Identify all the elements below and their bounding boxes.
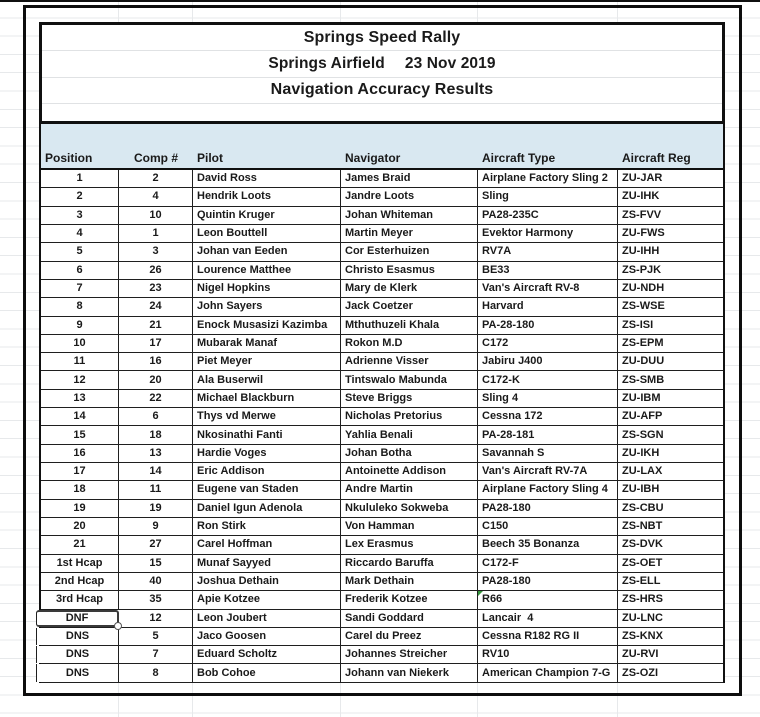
pilot-cell[interactable]: John Sayers — [193, 298, 341, 315]
pilot-cell[interactable]: Thys vd Merwe — [193, 408, 341, 425]
pilot-cell[interactable]: Daniel Igun Adenola — [193, 500, 341, 517]
comp-number-cell[interactable]: 14 — [119, 463, 193, 480]
results-subtitle: Navigation Accuracy Results — [270, 81, 494, 98]
table-row — [41, 280, 723, 298]
pilot-cell[interactable]: Eduard Scholtz — [193, 646, 341, 663]
position-cell[interactable]: 14 — [41, 408, 119, 425]
aircraft-type-cell[interactable]: C172 — [478, 335, 618, 352]
pilot-cell[interactable]: Piet Meyer — [193, 353, 341, 370]
aircraft-type-cell[interactable]: RV10 — [478, 646, 618, 663]
navigator-cell[interactable]: Adrienne Visser — [341, 353, 478, 370]
navigator-cell[interactable]: Riccardo Baruffa — [341, 555, 478, 572]
navigator-cell[interactable]: Von Hamman — [341, 518, 478, 535]
gridline — [42, 103, 722, 104]
table-row — [41, 518, 723, 536]
navigator-cell[interactable]: Jack Coetzer — [341, 298, 478, 315]
comp-number-cell[interactable]: 4 — [119, 188, 193, 205]
navigator-cell[interactable]: Carel du Preez — [341, 628, 478, 645]
column-header-comp-number[interactable]: Comp # — [133, 151, 178, 165]
navigator-cell[interactable]: Johann van Niekerk — [341, 664, 478, 681]
comp-number-cell[interactable]: 27 — [119, 536, 193, 553]
position-cell[interactable]: 16 — [41, 445, 119, 462]
comp-number-cell[interactable]: 17 — [119, 335, 193, 352]
aircraft-reg-cell[interactable]: ZS-PJK — [622, 263, 662, 276]
aircraft-type-cell[interactable]: Airplane Factory Sling 4 — [478, 481, 618, 498]
navigator-cell[interactable]: Mark Dethain — [341, 573, 478, 590]
position-cell[interactable]: 3 — [41, 207, 119, 224]
pilot-cell[interactable]: Lourence Matthee — [193, 262, 341, 279]
comp-number-cell[interactable]: 12 — [119, 610, 193, 627]
column-header-aircraft-type[interactable]: Aircraft Type — [482, 151, 556, 165]
table-row — [41, 536, 723, 554]
position-cell[interactable]: 5 — [41, 243, 119, 260]
table-row — [41, 445, 723, 463]
aircraft-type-cell[interactable]: R66 — [478, 591, 618, 608]
pilot-cell[interactable]: Hendrik Loots — [193, 188, 341, 205]
table-row — [41, 390, 723, 408]
comp-number-cell[interactable]: 5 — [119, 628, 193, 645]
table-row — [41, 426, 723, 444]
pilot-cell[interactable]: Eugene van Staden — [193, 481, 341, 498]
pilot-cell[interactable]: Joshua Dethain — [193, 573, 341, 590]
aircraft-reg-cell[interactable]: ZU-IBM — [622, 391, 661, 404]
pilot-cell[interactable]: Michael Blackburn — [193, 390, 341, 407]
position-cell[interactable]: 21 — [41, 536, 119, 553]
aircraft-type-cell[interactable]: C150 — [478, 518, 618, 535]
aircraft-reg-cell[interactable]: ZS-FVV — [622, 208, 662, 221]
table-row — [41, 573, 723, 591]
position-cell[interactable]: 18 — [41, 481, 119, 498]
aircraft-type-cell[interactable]: RV7A — [478, 243, 618, 260]
column-header-position[interactable]: Position — [45, 151, 93, 165]
pilot-cell[interactable]: Hardie Voges — [193, 445, 341, 462]
comp-number-cell[interactable]: 11 — [119, 481, 193, 498]
pilot-cell[interactable]: Leon Joubert — [193, 610, 341, 627]
table-row — [41, 353, 723, 371]
aircraft-reg-cell[interactable]: ZS-ISI — [622, 318, 654, 331]
table-row — [41, 243, 723, 261]
comp-number-cell[interactable]: 8 — [119, 664, 193, 681]
table-row — [41, 262, 723, 280]
table-row — [41, 371, 723, 389]
position-cell[interactable]: DNS — [36, 664, 119, 681]
position-cell[interactable]: 4 — [41, 225, 119, 242]
table-row — [41, 298, 723, 316]
navigator-cell[interactable]: Nicholas Pretorius — [341, 408, 478, 425]
aircraft-reg-cell[interactable]: ZU-LNC — [622, 611, 663, 624]
aircraft-reg-cell[interactable]: ZU-AFP — [622, 410, 663, 423]
position-cell[interactable]: 7 — [41, 280, 119, 297]
aircraft-type-cell[interactable]: Savannah S — [478, 445, 618, 462]
navigator-cell[interactable]: Steve Briggs — [341, 390, 478, 407]
position-cell[interactable]: 9 — [41, 317, 119, 334]
pilot-cell[interactable]: Nkosinathi Fanti — [193, 426, 341, 443]
comp-number-cell[interactable]: 21 — [119, 317, 193, 334]
comp-number-cell[interactable]: 35 — [119, 591, 193, 608]
pilot-cell[interactable]: David Ross — [193, 170, 341, 187]
position-cell[interactable]: 1st Hcap — [41, 555, 119, 572]
comp-number-cell[interactable]: 26 — [119, 262, 193, 279]
navigator-cell[interactable]: Martin Meyer — [341, 225, 478, 242]
aircraft-type-cell[interactable]: Lancair 4 — [478, 610, 618, 627]
navigator-cell[interactable]: Christo Esasmus — [341, 262, 478, 279]
navigator-cell[interactable]: Johan Whiteman — [341, 207, 478, 224]
aircraft-type-cell[interactable]: Van's Aircraft RV-8 — [478, 280, 618, 297]
aircraft-reg-cell[interactable]: ZU-RVI — [622, 648, 659, 661]
navigator-cell[interactable]: Cor Esterhuizen — [341, 243, 478, 260]
aircraft-type-cell[interactable]: Sling 4 — [478, 390, 618, 407]
navigator-cell[interactable]: Johannes Streicher — [341, 646, 478, 663]
comp-number-cell[interactable]: 3 — [119, 243, 193, 260]
aircraft-type-cell[interactable]: PA28-180 — [478, 573, 618, 590]
navigator-cell[interactable]: Jandre Loots — [341, 188, 478, 205]
aircraft-reg-cell[interactable]: ZU-IKH — [622, 446, 660, 459]
comp-number-cell[interactable]: 13 — [119, 445, 193, 462]
aircraft-type-cell[interactable]: Airplane Factory Sling 2 — [478, 170, 618, 187]
aircraft-reg-cell[interactable]: ZS-WSE — [622, 300, 665, 313]
position-cell[interactable]: DNS — [36, 628, 119, 645]
position-cell[interactable]: 17 — [41, 463, 119, 480]
pilot-cell[interactable]: Johan van Eeden — [193, 243, 341, 260]
position-cell[interactable]: DNF — [36, 610, 119, 627]
comp-number-cell[interactable]: 9 — [119, 518, 193, 535]
aircraft-type-cell[interactable]: Beech 35 Bonanza — [478, 536, 618, 553]
table-row — [41, 335, 723, 353]
pilot-cell[interactable]: Jaco Goosen — [193, 628, 341, 645]
pilot-cell[interactable]: Mubarak Manaf — [193, 335, 341, 352]
table-row — [41, 646, 723, 664]
position-cell[interactable]: 3rd Hcap — [41, 591, 119, 608]
table-row — [41, 481, 723, 499]
aircraft-reg-cell[interactable]: ZS-KNX — [622, 629, 663, 642]
aircraft-type-cell[interactable]: C172-F — [478, 555, 618, 572]
table-row — [41, 664, 723, 682]
aircraft-reg-cell[interactable]: ZS-DVK — [622, 538, 663, 551]
comp-number-cell[interactable]: 15 — [119, 555, 193, 572]
aircraft-type-cell[interactable]: BE33 — [478, 262, 618, 279]
pilot-cell[interactable]: Enock Musasizi Kazimba — [193, 317, 341, 334]
table-row — [41, 408, 723, 426]
pilot-cell[interactable]: Ron Stirk — [193, 518, 341, 535]
navigator-cell[interactable]: Rokon M.D — [341, 335, 478, 352]
comp-number-cell[interactable]: 23 — [119, 280, 193, 297]
navigator-cell[interactable]: Antoinette Addison — [341, 463, 478, 480]
position-cell[interactable]: DNS — [36, 646, 119, 663]
column-header-navigator[interactable]: Navigator — [345, 151, 401, 165]
position-cell[interactable]: 6 — [41, 262, 119, 279]
table-row — [41, 317, 723, 335]
navigator-cell[interactable]: James Braid — [341, 170, 478, 187]
event-venue-date — [42, 50, 722, 77]
position-cell[interactable]: 15 — [41, 426, 119, 443]
aircraft-reg-cell[interactable]: ZU-IHH — [622, 245, 660, 258]
aircraft-type-cell[interactable]: Cessna R182 RG II — [478, 628, 618, 645]
title-box — [39, 22, 725, 121]
pilot-cell[interactable]: Munaf Sayyed — [193, 555, 341, 572]
table-row — [41, 463, 723, 481]
position-cell[interactable]: 11 — [41, 353, 119, 370]
aircraft-reg-cell[interactable]: ZS-OET — [622, 556, 663, 569]
aircraft-reg-cell[interactable]: ZU-DUU — [622, 355, 665, 368]
aircraft-type-cell[interactable]: American Champion 7-G — [478, 664, 618, 681]
pilot-cell[interactable]: Bob Cohoe — [193, 664, 341, 681]
event-date: 23 Nov 2019 — [404, 54, 496, 72]
table-row — [41, 591, 723, 609]
aircraft-reg-cell[interactable]: ZS-OZI — [622, 666, 659, 679]
position-cell[interactable]: 13 — [41, 390, 119, 407]
window-edge — [0, 0, 760, 2]
navigator-cell[interactable]: Yahlia Benali — [341, 426, 478, 443]
position-cell[interactable]: 2nd Hcap — [41, 573, 119, 590]
aircraft-reg-cell[interactable]: ZS-CBU — [622, 501, 664, 514]
aircraft-type-cell[interactable]: Cessna 172 — [478, 408, 618, 425]
aircraft-type-cell[interactable]: Van's Aircraft RV-7A — [478, 463, 618, 480]
position-cell[interactable]: 12 — [41, 371, 119, 388]
aircraft-reg-cell[interactable]: ZS-SGN — [622, 428, 664, 441]
table-row — [41, 207, 723, 225]
aircraft-reg-cell[interactable]: ZS-HRS — [622, 593, 663, 606]
aircraft-reg-cell[interactable]: ZS-NBT — [622, 520, 663, 533]
aircraft-type-cell[interactable]: Evektor Harmony — [478, 225, 618, 242]
aircraft-type-cell[interactable]: PA-28-181 — [478, 426, 618, 443]
table-row — [41, 188, 723, 206]
position-cell[interactable]: 8 — [41, 298, 119, 315]
position-cell[interactable]: 2 — [41, 188, 119, 205]
event-venue: Springs Airfield — [268, 54, 385, 72]
aircraft-reg-cell[interactable]: ZU-JAR — [622, 172, 663, 185]
aircraft-reg-cell[interactable]: ZU-FWS — [622, 227, 665, 240]
aircraft-type-cell[interactable]: PA28-180 — [478, 500, 618, 517]
comp-number-cell[interactable]: 18 — [119, 426, 193, 443]
pilot-cell[interactable]: Nigel Hopkins — [193, 280, 341, 297]
aircraft-reg-cell[interactable]: ZS-SMB — [622, 373, 665, 386]
comp-number-cell[interactable]: 22 — [119, 390, 193, 407]
navigator-cell[interactable]: Sandi Goddard — [341, 610, 478, 627]
pilot-cell[interactable]: Apie Kotzee — [193, 591, 341, 608]
table-row — [41, 610, 723, 628]
table-row — [41, 628, 723, 646]
pilot-cell[interactable]: Leon Bouttell — [193, 225, 341, 242]
table-row — [41, 225, 723, 243]
pilot-cell[interactable]: Eric Addison — [193, 463, 341, 480]
aircraft-type-cell[interactable]: Harvard — [478, 298, 618, 315]
comp-number-cell[interactable]: 7 — [119, 646, 193, 663]
aircraft-reg-cell[interactable]: ZU-NDH — [622, 282, 665, 295]
pilot-cell[interactable]: Ala Buserwil — [193, 371, 341, 388]
navigator-cell[interactable]: Andre Martin — [341, 481, 478, 498]
aircraft-reg-cell[interactable]: ZU-LAX — [622, 465, 663, 478]
navigator-cell[interactable]: Tintswalo Mabunda — [341, 371, 478, 388]
aircraft-reg-cell[interactable]: ZU-IBH — [622, 483, 660, 496]
aircraft-type-cell[interactable]: Jabiru J400 — [478, 353, 618, 370]
table-row — [41, 170, 723, 188]
header-band — [39, 121, 725, 170]
comp-number-cell[interactable]: 2 — [119, 170, 193, 187]
navigator-cell[interactable]: Nkululeko Sokweba — [341, 500, 478, 517]
aircraft-reg-cell[interactable]: ZS-EPM — [622, 336, 664, 349]
navigator-cell[interactable]: Mthuthuzeli Khala — [341, 317, 478, 334]
aircraft-type-cell[interactable]: PA-28-180 — [478, 317, 618, 334]
navigator-cell[interactable]: Johan Botha — [341, 445, 478, 462]
navigator-cell[interactable]: Frederik Kotzee — [341, 591, 478, 608]
navigator-cell[interactable]: Lex Erasmus — [341, 536, 478, 553]
table-row — [41, 500, 723, 518]
aircraft-type-cell[interactable]: C172-K — [478, 371, 618, 388]
comp-number-cell[interactable]: 20 — [119, 371, 193, 388]
aircraft-reg-cell[interactable]: ZU-IHK — [622, 190, 660, 203]
comp-number-cell[interactable]: 40 — [119, 573, 193, 590]
position-cell[interactable]: 1 — [41, 170, 119, 187]
aircraft-reg-cell[interactable]: ZS-ELL — [622, 575, 661, 588]
comp-number-cell[interactable]: 1 — [119, 225, 193, 242]
position-cell[interactable]: 19 — [41, 500, 119, 517]
event-title: Springs Speed Rally — [303, 28, 461, 46]
aircraft-type-cell[interactable]: Sling — [478, 188, 618, 205]
comp-number-cell[interactable]: 6 — [119, 408, 193, 425]
pilot-cell[interactable]: Quintin Kruger — [193, 207, 341, 224]
position-cell[interactable]: 20 — [41, 518, 119, 535]
comp-number-cell[interactable]: 16 — [119, 353, 193, 370]
position-cell[interactable]: 10 — [41, 335, 119, 352]
table-row — [41, 555, 723, 573]
comp-number-cell[interactable]: 10 — [119, 207, 193, 224]
results-table-body — [39, 170, 725, 683]
aircraft-type-cell[interactable]: PA28-235C — [478, 207, 618, 224]
column-header-pilot[interactable]: Pilot — [197, 151, 223, 165]
comp-number-cell[interactable]: 24 — [119, 298, 193, 315]
pilot-cell[interactable]: Carel Hoffman — [193, 536, 341, 553]
column-header-aircraft-reg[interactable]: Aircraft Reg — [622, 151, 691, 165]
navigator-cell[interactable]: Mary de Klerk — [341, 280, 478, 297]
comp-number-cell[interactable]: 19 — [119, 500, 193, 517]
